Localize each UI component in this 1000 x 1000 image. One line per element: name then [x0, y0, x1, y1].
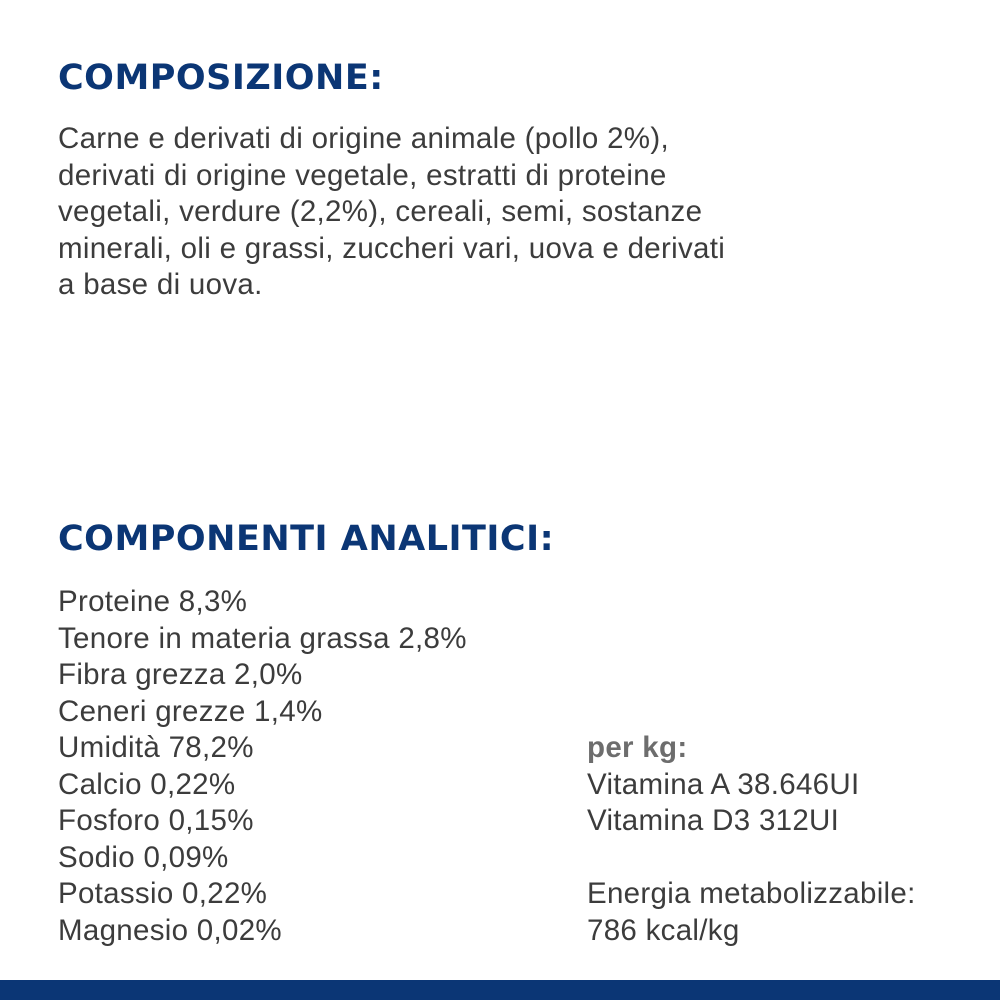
analytic-item-sodium: Sodio 0,09% [58, 840, 229, 874]
composition-line: vegetali, verdure (2,2%), cereali, semi, sostanze [58, 195, 703, 228]
analytic-item-protein: Proteine 8,3% [58, 585, 248, 618]
composition-line: a base di uova. [58, 268, 263, 301]
composition-line: minerali, oli e grassi, zuccheri vari, uova e derivati [58, 231, 726, 265]
vitamin-a: Vitamina A 38.646UI [587, 767, 860, 801]
spacer [587, 840, 916, 877]
analytic-item-magnesium: Magnesio 0,02% [58, 913, 282, 947]
composition-line: derivati di origine vegetale, estratti di proteine [58, 158, 667, 192]
analytic-item-potassium: Potassio 0,22% [58, 877, 268, 910]
analytic-item-fibre: Fibra grezza 2,0% [58, 658, 303, 691]
composition-heading: COMPOSIZIONE: [58, 58, 384, 98]
analytic-item-moisture: Umidità 78,2% [58, 731, 254, 764]
analytic-item-calcium: Calcio 0,22% [58, 767, 236, 801]
energy-label: Energia metabolizzabile: [587, 877, 916, 910]
composition-line: Carne e derivati di origine animale (pollo 2%), [58, 122, 669, 155]
per-kg-title: per kg: [587, 731, 688, 764]
analytic-item-phosphorus: Fosforo 0,15% [58, 804, 254, 837]
per-kg-block [587, 730, 916, 949]
vitamin-d3: Vitamina D3 312UI [587, 804, 840, 837]
energy-value: 786 kcal/kg [587, 913, 740, 947]
analytic-item-ash: Ceneri grezze 1,4% [58, 694, 323, 728]
analytic-item-fat: Tenore in materia grassa 2,8% [58, 621, 467, 655]
footer-bar [0, 980, 1000, 1000]
analytic-components-list [58, 584, 467, 949]
analytic-components-heading: COMPONENTI ANALITICI: [58, 519, 555, 559]
composition-text [58, 121, 958, 304]
